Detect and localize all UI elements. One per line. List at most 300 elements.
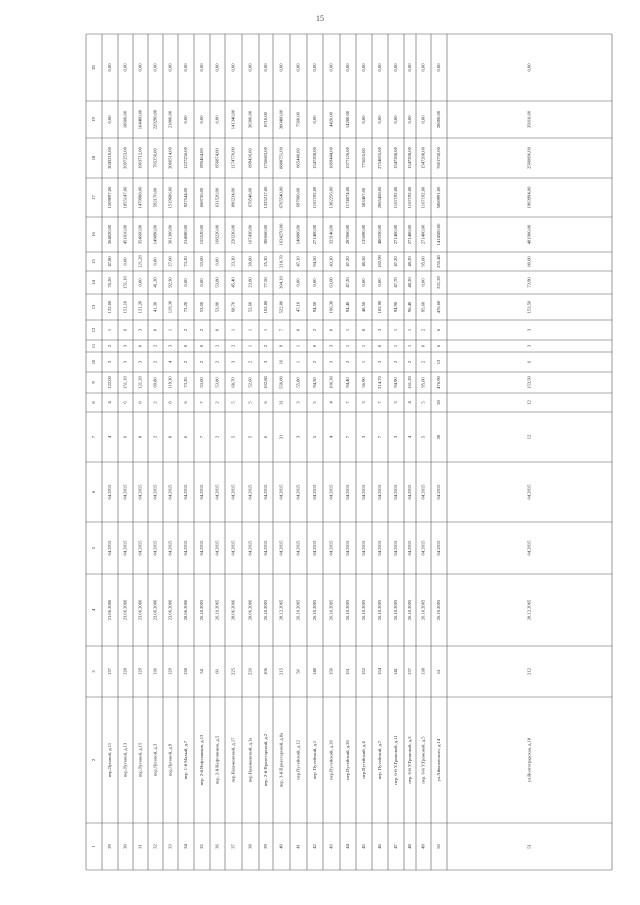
table-cell: 0,00 bbox=[122, 63, 128, 72]
table-cell: 26.10.2005 bbox=[295, 599, 301, 621]
table-cell: 668736,00 bbox=[199, 187, 205, 208]
table-cell: 04.2015 bbox=[361, 540, 367, 556]
table-cell: 80,00 bbox=[526, 256, 532, 267]
table-cell: 26.10.2005 bbox=[420, 599, 426, 621]
table-cell: 6 bbox=[436, 328, 442, 332]
table-cell: 04.2015 bbox=[107, 484, 113, 500]
table-cell: 61 bbox=[436, 669, 442, 674]
table-cell: 0,00 bbox=[214, 115, 220, 124]
table-cell: 6 bbox=[122, 328, 128, 332]
table-cell: 0,00 bbox=[345, 63, 351, 72]
table-cell: 04.2015 bbox=[183, 540, 189, 556]
table-cell: 31 bbox=[278, 434, 284, 440]
table-cell: 3 bbox=[526, 328, 532, 332]
table-cell: 94,90 bbox=[393, 377, 399, 388]
table-cell: 2065458,00 bbox=[377, 186, 383, 209]
table-cell: 55,80 bbox=[295, 377, 301, 388]
table-cell: 47,20 bbox=[393, 256, 399, 267]
table-cell: 896234,00 bbox=[230, 187, 236, 208]
table-cell: 182,90 bbox=[377, 255, 383, 268]
table-cell: 2 bbox=[345, 360, 351, 364]
table-cell: 94,50 bbox=[312, 377, 318, 388]
table-cell: 04.2015 bbox=[183, 484, 189, 500]
table-cell: 0,00 bbox=[377, 278, 383, 287]
table-cell: 1547208,00 bbox=[420, 147, 426, 169]
table-cell: 0,00 bbox=[393, 115, 399, 124]
table-cell: 5 bbox=[420, 401, 426, 404]
table-cell: 28.06.2006 bbox=[230, 599, 236, 621]
column-header: 13 bbox=[91, 304, 97, 310]
table-cell: 94,40 bbox=[345, 377, 351, 388]
column-header: 8 bbox=[91, 401, 97, 404]
table-cell: 550,80 bbox=[278, 376, 284, 389]
table-cell: 26.10.2005 bbox=[345, 599, 351, 621]
table-cell: 4 bbox=[167, 360, 173, 364]
table-cell: 138 bbox=[183, 668, 189, 675]
table-cell: 3 bbox=[377, 360, 383, 364]
table-cell: 1 bbox=[407, 328, 413, 332]
column-header: 19 bbox=[91, 117, 97, 122]
table-cell: 364820,00 bbox=[107, 224, 113, 245]
table-cell: 119,30 bbox=[167, 376, 173, 389]
table-cell: 04.2015 bbox=[295, 540, 301, 556]
column-header: 4 bbox=[91, 608, 97, 612]
table-cell: 4 bbox=[107, 435, 113, 439]
table-cell: 0,00 bbox=[436, 63, 442, 72]
table-cell: 1756683,00 bbox=[263, 147, 269, 169]
table-cell: пер.Нахимовский, д.1а bbox=[247, 737, 253, 783]
table-cell: 6 bbox=[183, 435, 189, 439]
table-cell: 04.2015 bbox=[263, 540, 269, 556]
table-cell: 44 bbox=[345, 844, 351, 849]
table-cell: 1509097,00 bbox=[107, 186, 113, 209]
table-cell: 49 bbox=[420, 844, 426, 849]
table-cell: 0,00 bbox=[278, 63, 284, 72]
table-cell: 46 bbox=[377, 844, 383, 849]
table-cell: 37 bbox=[230, 844, 236, 849]
table-cell: 121,20 bbox=[137, 300, 143, 314]
table-cell: 04.2015 bbox=[420, 540, 426, 556]
table-cell: 26.10.2005 bbox=[377, 599, 383, 621]
table-cell: 2 bbox=[152, 435, 158, 439]
table-cell: 1 bbox=[230, 328, 236, 332]
table-cell: 7 bbox=[345, 401, 351, 404]
table-cell: 38 bbox=[247, 844, 253, 849]
table-cell: 04.2015 bbox=[167, 484, 173, 500]
table-cell: 2 bbox=[312, 328, 318, 332]
table-cell: 0,00 bbox=[199, 115, 205, 124]
column-header: 2 bbox=[91, 758, 97, 762]
table-cell: 16 bbox=[278, 359, 284, 365]
table-cell: 2 bbox=[420, 328, 426, 332]
table-cell: 94,90 bbox=[393, 301, 399, 313]
table-cell: 8 bbox=[137, 401, 143, 404]
table-cell: 2 bbox=[214, 360, 220, 364]
table-cell: 7 bbox=[199, 435, 205, 439]
table-cell: 697960,00 bbox=[295, 187, 301, 208]
table-cell: 04.2015 bbox=[361, 484, 367, 500]
table-cell: 1167192,00 bbox=[393, 186, 399, 209]
table-cell: 138 bbox=[420, 668, 426, 675]
table-cell: 23.06.2006 bbox=[137, 599, 143, 621]
table-cell: 2 bbox=[152, 360, 158, 364]
table-cell: 7 bbox=[345, 435, 351, 439]
table-cell: 121,20 bbox=[137, 376, 143, 389]
table-cell: 271400,00 bbox=[312, 224, 318, 245]
table-cell: 856874,00 bbox=[214, 148, 220, 168]
table-cell: 271400,00 bbox=[420, 224, 426, 245]
table-cell: 0,00 bbox=[361, 278, 367, 287]
column-header: 7 bbox=[91, 435, 97, 439]
table-cell: 153,50 bbox=[526, 376, 532, 389]
table-cell: 0,00 bbox=[199, 63, 205, 72]
table-cell: 129 bbox=[167, 668, 173, 675]
column-header: 14 bbox=[91, 280, 97, 285]
table-cell: 4 bbox=[407, 401, 413, 404]
table-cell: 04.2015 bbox=[214, 540, 220, 556]
table-cell: 04.2015 bbox=[526, 484, 532, 500]
table-cell: 5 bbox=[247, 435, 253, 439]
table-cell: 1325217,00 bbox=[263, 186, 269, 209]
table-cell: 31 bbox=[137, 844, 143, 849]
table-cell: 0,00 bbox=[312, 63, 318, 72]
table-cell: 2754855,00 bbox=[377, 147, 383, 169]
table-cell: 04.2015 bbox=[230, 484, 236, 500]
table-cell: 04.2015 bbox=[263, 484, 269, 500]
table-cell: 1 bbox=[393, 344, 399, 348]
table-cell: 153,50 bbox=[526, 300, 532, 314]
table-cell: пер.Луговой, д.9 bbox=[167, 743, 173, 777]
table-cell: 151,10 bbox=[122, 276, 128, 289]
table-cell: 7 bbox=[377, 435, 383, 439]
table-cell: 94,50 bbox=[312, 301, 318, 313]
table-cell: 1167192,00 bbox=[407, 186, 413, 209]
table-cell: 119,30 bbox=[167, 300, 173, 314]
table-cell: 04.2015 bbox=[377, 484, 383, 500]
table-cell: пер.Путейский, д.2б bbox=[345, 740, 351, 780]
table-cell: 47,70 bbox=[393, 277, 399, 288]
table-cell: 47,10 bbox=[295, 301, 301, 313]
table-cell: 775655,00 bbox=[361, 148, 367, 168]
table-cell: 04.2015 bbox=[278, 540, 284, 556]
table-cell: 631520,00 bbox=[214, 187, 220, 208]
table-cell: 04.2015 bbox=[278, 484, 284, 500]
column-header: 16 bbox=[91, 232, 97, 237]
table-cell: 121,20 bbox=[137, 255, 143, 268]
table-cell: 1 bbox=[407, 344, 413, 348]
table-cell: 04.2015 bbox=[137, 484, 143, 500]
table-cell: 1903994,00 bbox=[526, 186, 532, 209]
table-cell: 04.2015 bbox=[393, 540, 399, 556]
table-cell: 47 bbox=[393, 844, 399, 849]
table-cell: 0,00 bbox=[407, 63, 413, 72]
table-cell: 28.12.2005 bbox=[526, 599, 532, 621]
table-cell: 26.10.2005 bbox=[199, 599, 205, 621]
table-cell: 2 bbox=[199, 328, 205, 332]
table-cell: 53,80 bbox=[214, 377, 220, 388]
table-cell: 0,00 bbox=[377, 115, 383, 124]
table-cell: 476,60 bbox=[436, 300, 442, 314]
table-cell: 95,60 bbox=[420, 377, 426, 388]
table-cell: 4420,00 bbox=[328, 112, 334, 127]
table-cell: 1547208,00 bbox=[312, 147, 318, 169]
table-cell: 1577126,00 bbox=[345, 147, 351, 169]
table-cell: 28 bbox=[436, 400, 442, 405]
table-cell: 12 bbox=[526, 434, 532, 440]
table-cell: 47,80 bbox=[107, 256, 113, 267]
table-cell: 04.2015 bbox=[526, 540, 532, 556]
table-cell: 151,10 bbox=[122, 376, 128, 389]
table-cell: 1174770,00 bbox=[230, 147, 236, 169]
table-cell: 0,00 bbox=[107, 63, 113, 72]
table-cell: 106,30 bbox=[328, 300, 334, 314]
table-cell: 214080,00 bbox=[183, 224, 189, 245]
table-cell: 45,40 bbox=[230, 277, 236, 288]
table-cell: 26.10.2005 bbox=[361, 599, 367, 621]
table-cell: 04.2015 bbox=[420, 484, 426, 500]
table-cell: 0,00 bbox=[183, 278, 189, 287]
table-cell: 6 bbox=[183, 401, 189, 404]
table-cell: 0 bbox=[183, 344, 189, 348]
table-cell: 47,20 bbox=[345, 256, 351, 267]
table-cell: 2 bbox=[263, 344, 269, 348]
table-cell: 154 bbox=[377, 668, 383, 675]
table-cell: 8710,00 bbox=[263, 112, 269, 127]
table-cell: 3 bbox=[328, 344, 334, 348]
table-cell: 705250,00 bbox=[152, 148, 158, 168]
table-cell: 95,60 bbox=[420, 256, 426, 267]
table-cell: 167430,00 bbox=[247, 224, 253, 245]
table-cell: 04.2015 bbox=[312, 540, 318, 556]
table-cell: 3 bbox=[122, 344, 128, 348]
table-cell: 33 bbox=[167, 844, 173, 849]
table-cell: 1 bbox=[393, 328, 399, 332]
table-cell: 0,00 bbox=[295, 278, 301, 287]
table-cell: 3 bbox=[295, 401, 301, 404]
table-cell: 6 bbox=[122, 401, 128, 404]
page-number: 15 bbox=[316, 14, 324, 23]
table-cell: 04.2015 bbox=[295, 484, 301, 500]
table-cell: 218,70 bbox=[278, 255, 284, 268]
table-cell: 04.2015 bbox=[167, 540, 173, 556]
column-header: 15 bbox=[91, 259, 97, 264]
table-cell: 1855147,00 bbox=[122, 186, 128, 209]
table-cell: 2 bbox=[183, 328, 189, 332]
table-cell: 29 bbox=[107, 844, 113, 849]
table-cell: 287860,00 bbox=[345, 224, 351, 245]
table-cell: 14280,00 bbox=[345, 110, 351, 129]
table-cell: 1 bbox=[361, 344, 367, 348]
table-cell: 53,80 bbox=[214, 301, 220, 313]
table-cell: 1167192,00 bbox=[420, 186, 426, 209]
table-cell: 3 bbox=[167, 344, 173, 348]
table-cell: 3 bbox=[230, 360, 236, 364]
table-cell: 04.2015 bbox=[328, 484, 334, 500]
table-cell: пер. 2-й Пролетарский, д.2 bbox=[263, 733, 269, 787]
table-cell: 04.2015 bbox=[377, 540, 383, 556]
table-cell: 271400,00 bbox=[393, 224, 399, 245]
table-cell: 129 bbox=[137, 668, 143, 675]
table-cell: 04.2015 bbox=[247, 484, 253, 500]
table-cell: 7 bbox=[377, 401, 383, 404]
table-cell: 0,00 bbox=[377, 63, 383, 72]
table-cell: 69,80 bbox=[152, 377, 158, 388]
table-cell: 3 bbox=[137, 328, 143, 332]
table-cell: 300660,00 bbox=[263, 224, 269, 245]
table-cell: 6765540,00 bbox=[278, 186, 284, 209]
table-cell: 2 bbox=[183, 360, 189, 364]
table-cell: 2 bbox=[312, 360, 318, 364]
table-cell: 5 bbox=[420, 435, 426, 439]
table-cell: 68,70 bbox=[230, 377, 236, 388]
table-cell: 0 bbox=[199, 344, 205, 348]
table-cell: 0 bbox=[152, 328, 158, 332]
table-cell: 0 bbox=[361, 328, 367, 332]
table-cell: 28,80 bbox=[247, 256, 253, 267]
table-cell: 53,00 bbox=[199, 377, 205, 388]
table-cell: 63,00 bbox=[328, 277, 334, 288]
table-cell: 04.2015 bbox=[152, 484, 158, 500]
table-cell: 04.2015 bbox=[152, 540, 158, 556]
table-cell: 53,00 bbox=[199, 256, 205, 267]
table-cell: 6 bbox=[436, 344, 442, 348]
table-cell: 141 bbox=[393, 668, 399, 675]
table-cell: 0 bbox=[137, 344, 143, 348]
table-cell: 12 bbox=[526, 400, 532, 405]
table-cell: 9 bbox=[278, 344, 284, 348]
table-cell: 149890,00 bbox=[152, 224, 158, 245]
table-cell: 2 bbox=[247, 360, 253, 364]
table-cell: 3 bbox=[263, 360, 269, 364]
table-cell: 1 bbox=[345, 344, 351, 348]
table-cell: 323140,00 bbox=[328, 224, 334, 245]
table-cell: 1547208,00 bbox=[407, 147, 413, 169]
table-cell: 28.12.2005 bbox=[278, 599, 284, 621]
table-cell: 451810,00 bbox=[122, 224, 128, 245]
table-cell: 04.2015 bbox=[407, 484, 413, 500]
table-cell: пер.Путейский, д.26 bbox=[328, 740, 334, 780]
table-cell: 151 bbox=[345, 668, 351, 675]
table-cell: 21800,00 bbox=[167, 110, 173, 129]
table-cell: 04.2015 bbox=[345, 484, 351, 500]
table-cell: 3 bbox=[526, 344, 532, 348]
table-cell: 5 bbox=[312, 435, 318, 439]
table-cell: 8 bbox=[137, 435, 143, 439]
table-cell: пер.Путейский, д.4 bbox=[361, 741, 367, 779]
table-cell: 3 bbox=[377, 328, 383, 332]
table-cell: 23,30 bbox=[230, 256, 236, 267]
table-cell: 41 bbox=[295, 844, 301, 849]
table-cell: 300400,00 bbox=[278, 109, 284, 130]
table-cell: 28000,00 bbox=[436, 110, 442, 129]
table-cell: 102,80 bbox=[263, 376, 269, 389]
table-cell: 04.2015 bbox=[107, 540, 113, 556]
table-cell: 2697253,00 bbox=[122, 147, 128, 169]
table-cell: 4 bbox=[328, 401, 334, 404]
table-cell: 1963712,00 bbox=[137, 147, 143, 169]
table-cell: 41,30 bbox=[152, 277, 158, 288]
table-cell: 5 bbox=[247, 401, 253, 404]
table-cell: 0 bbox=[328, 328, 334, 332]
table-cell: 2560896,00 bbox=[526, 147, 532, 169]
table-cell: 34 bbox=[183, 844, 189, 849]
table-cell: 5860991,00 bbox=[436, 186, 442, 209]
table-cell: 0,00 bbox=[420, 115, 426, 124]
table-cell: 4 bbox=[407, 435, 413, 439]
table-cell: пер. 1-й Малый, д.7 bbox=[183, 740, 189, 780]
table-cell: 1174074,00 bbox=[345, 186, 351, 209]
table-cell: 04.2015 bbox=[247, 540, 253, 556]
table-cell: 0 bbox=[295, 328, 301, 332]
table-cell: 6 bbox=[263, 435, 269, 439]
table-cell: 8888751,00 bbox=[278, 147, 284, 169]
table-cell: 1634270,00 bbox=[278, 223, 284, 246]
table-cell: 48,20 bbox=[407, 277, 413, 288]
table-cell: 31 bbox=[278, 400, 284, 405]
table-cell: 1547208,00 bbox=[393, 147, 399, 169]
column-header: 5 bbox=[91, 546, 97, 550]
table-cell: 26.10.2005 bbox=[328, 599, 334, 621]
table-cell: пер. 6-й У.Громовой, д.5 bbox=[420, 736, 426, 784]
table-cell: 8 bbox=[167, 401, 173, 404]
table-cell: 927544,00 bbox=[183, 187, 189, 208]
table-cell: 94,50 bbox=[312, 256, 318, 267]
table-cell: 137 bbox=[107, 668, 113, 675]
table-cell: 0 bbox=[312, 344, 318, 348]
table-cell: 161,20 bbox=[407, 376, 413, 389]
table-cell: 0 bbox=[420, 344, 426, 348]
table-cell: 04.2015 bbox=[230, 540, 236, 556]
table-cell: 6 bbox=[263, 401, 269, 404]
table-cell: 214,70 bbox=[377, 376, 383, 389]
table-cell: 28.06.2006 bbox=[183, 599, 189, 621]
table-cell: 30 bbox=[122, 844, 128, 849]
table-cell: 0,00 bbox=[122, 257, 128, 266]
table-cell: 04.2015 bbox=[137, 540, 143, 556]
table-cell: 1 bbox=[361, 360, 367, 364]
table-cell: 23.06.2006 bbox=[167, 599, 173, 621]
table-cell: 54 bbox=[199, 669, 205, 674]
table-cell: 1414500,00 bbox=[436, 223, 442, 246]
table-cell: 0,00 bbox=[328, 63, 334, 72]
table-cell: 7 bbox=[199, 401, 205, 404]
table-cell: 135690,00 bbox=[361, 224, 367, 245]
table-cell: 3 bbox=[393, 435, 399, 439]
table-cell: 0,00 bbox=[361, 115, 367, 124]
table-cell: пер. 6-й У.Громовой, д.11 bbox=[393, 735, 399, 785]
column-header: 12 bbox=[91, 327, 97, 333]
table-cell: 35010,00 bbox=[526, 110, 532, 129]
table-cell: 5 bbox=[312, 401, 318, 404]
table-cell: 04.2015 bbox=[328, 540, 334, 556]
table-cell: пер.Луговой, д.15 bbox=[137, 742, 143, 778]
table-cell: 2 bbox=[214, 435, 220, 439]
table-cell: 122,00 bbox=[107, 376, 113, 389]
table-cell: 3 bbox=[295, 435, 301, 439]
column-header: 11 bbox=[91, 343, 97, 349]
table-cell: 36 bbox=[214, 844, 220, 849]
table-cell: пер. 6-й У.Громовой, д.3 bbox=[407, 736, 413, 784]
table-cell: 271400,00 bbox=[407, 224, 413, 245]
table-cell: 592170,00 bbox=[152, 187, 158, 208]
table-cell: 92,30 bbox=[167, 277, 173, 288]
table-cell: 2043210,00 bbox=[107, 147, 113, 169]
table-cell: 0,00 bbox=[183, 63, 189, 72]
table-cell: 48,50 bbox=[361, 301, 367, 313]
table-cell: 0,00 bbox=[214, 257, 220, 266]
table-cell: 8 bbox=[167, 435, 173, 439]
table-cell: 155520,00 bbox=[199, 224, 205, 245]
